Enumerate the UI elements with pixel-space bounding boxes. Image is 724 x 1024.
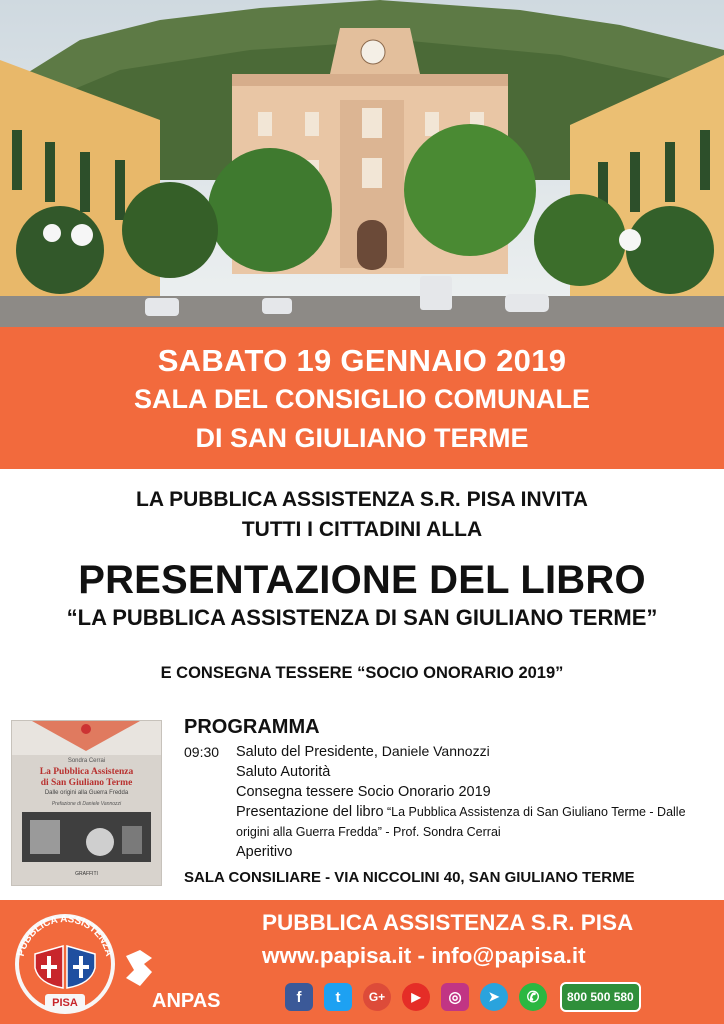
contact-info[interactable]: www.papisa.it - info@papisa.it (262, 943, 586, 968)
header-photo (0, 0, 724, 327)
facebook-icon[interactable]: f (285, 983, 313, 1011)
program-item: Consegna tessere Socio Onorario 2019 (236, 784, 491, 800)
anpas-icon (122, 948, 156, 988)
program-heading: PROGRAMMA (184, 716, 320, 738)
book-publisher: GRAFFITI (75, 871, 98, 877)
google-plus-icon[interactable]: G+ (363, 983, 391, 1011)
organization-name: PUBBLICA ASSISTENZA S.R. PISA (262, 910, 634, 935)
program-item: Saluto Autorità (236, 764, 331, 780)
svg-text:PUBBLICA ASSISTENZA: PUBBLICA ASSISTENZA (15, 913, 115, 958)
event-venue-line2: DI SAN GIULIANO TERME (195, 423, 529, 453)
program-item: Saluto del Presidente, Daniele Vannozzi (236, 743, 490, 760)
toll-free-number[interactable]: 800 500 580 (560, 982, 641, 1012)
program-item: Aperitivo (236, 844, 293, 860)
program-list (236, 742, 706, 862)
invite-line1: LA PUBBLICA ASSISTENZA S.R. PISA INVITA (136, 488, 588, 511)
book-cover (11, 720, 162, 886)
whatsapp-icon[interactable]: ✆ (519, 983, 547, 1011)
cards-line: E CONSEGNA TESSERE “SOCIO ONORARIO 2019” (160, 664, 564, 682)
book-cover-preface: Prefazione di Daniele Vannozzi (51, 801, 122, 807)
book-cover-title-1: La Pubblica Assistenza (39, 767, 134, 777)
book-cover-photo (22, 812, 151, 862)
book-cover-stripe (12, 721, 161, 755)
invite-line2: TUTTI I CITTADINI ALLA (241, 518, 483, 541)
event-banner (0, 327, 724, 469)
event-venue-line1: SALA DEL CONSIGLIO COMUNALE (133, 384, 590, 414)
book-author: Sondra Cerrai (67, 758, 106, 764)
venue-address: SALA CONSILIARE - VIA NICCOLINI 40, SAN GIULIANO TERME (184, 869, 635, 886)
instagram-icon[interactable]: ◎ (441, 983, 469, 1011)
book-cover-subtitle: Dalle origini alla Guerra Fredda (44, 790, 129, 796)
event-date: SABATO 19 GENNAIO 2019 (157, 343, 567, 378)
youtube-icon[interactable]: ▶ (402, 983, 430, 1011)
program-section (184, 716, 320, 739)
anpas-label: ANPAS (152, 990, 221, 1012)
social-links (285, 982, 641, 1012)
program-time: 09:30 (184, 744, 220, 760)
program-item: Presentazione del libro “La Pubblica Assistenza di San Giuliano Terme - Dalle origini alla Guerra Fredda” - Prof. Sondra Cerrai (236, 804, 686, 839)
telegram-icon[interactable]: ➤ (480, 983, 508, 1011)
svg-text:PISA: PISA (52, 997, 78, 1009)
twitter-icon[interactable]: t (324, 983, 352, 1011)
book-title: “LA PUBBLICA ASSISTENZA DI SAN GIULIANO TERME” (66, 605, 658, 630)
page-title: PRESENTAZIONE DEL LIBRO (78, 558, 646, 602)
book-cover-title-2: di San Giuliano Terme (40, 778, 133, 788)
crest-logo (9, 906, 121, 1018)
